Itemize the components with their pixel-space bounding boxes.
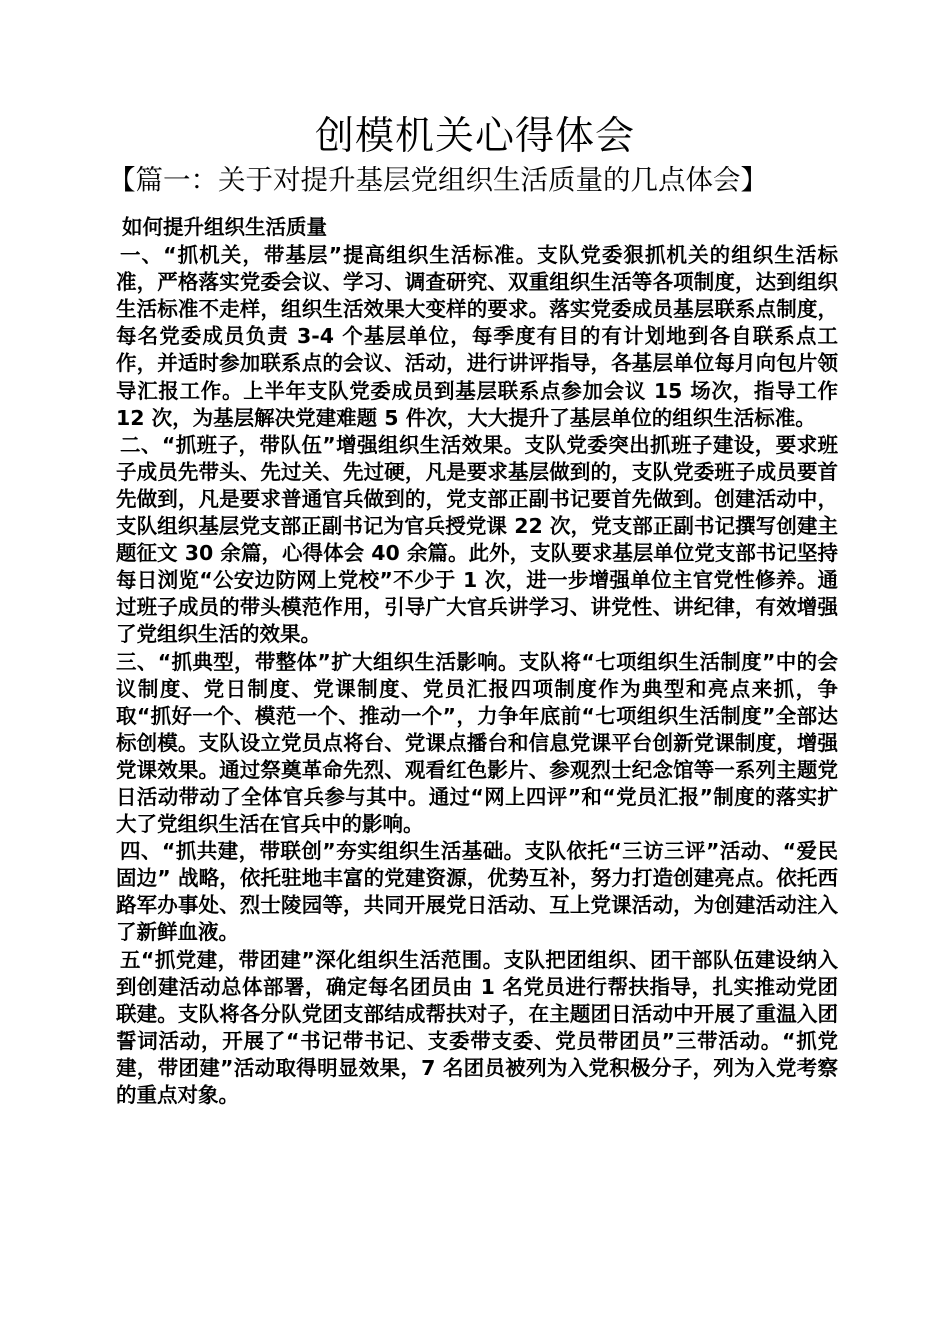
paragraph-1: 一、“抓机关，带基层”提高组织生活标准。支队党委狠抓机关的组织生活标准，严格落实党委会议、学习、调查研究、双重组织生活等各项制度，达到组织生活标准不走样，组织生活效果大变样的要求。落实党委成员基层联系点制度，每名党委成员负责 3-4 个基层单位，每季度有目的有计划地到各自联系点工作，并适时参加联系点的会议、活动，进行讲评指导，各基层单位每月向包片领导汇报工作。上半年支队党委成员到基层联系点参加会议 15 场次，指导工作 12 次，为基层解决党建难题 5 件次，大大提升了基层单位的组织生活标准。 (116, 243, 838, 430)
document-title: 创模机关心得体会 (314, 114, 635, 159)
paragraph-3: 三、“抓典型，带整体”扩大组织生活影响。支队将“七项组织生活制度”中的会议制度、党日制度、党课制度、党员汇报四项制度作为典型和亮点来抓，争取“抓好一个、模范一个、推动一个”，力争年底前“七项组织生活制度”全部达标创模。支队设立党员点将台、党课点播台和信息党课平台创新党课制度，增强党课效果。通过祭奠革命先烈、观看红色影片、参观烈士纪念馆等一系列主题党日活动带动了全体官兵参与其中。通过“网上四评”和“党员汇报”制度的落实扩大了党组织生活在官兵中的影响。 (116, 649, 838, 837)
paragraph-4: 四、“抓共建，带联创”夯实组织生活基础。支队依托“三访三评”活动、“爱民固边” 战略，依托驻地丰富的党建资源，优势互补，努力打造创建亮点。依托西路军办事处、烈士陵园等，共同开展党日活动、互上党课活动，为创建活动注入了新鲜血液。 (116, 839, 838, 945)
document-subtitle: 【篇一：关于对提升基层党组织生活质量的几点体会】 (108, 164, 768, 196)
paragraph-5: 五“抓党建，带团建”深化组织生活范围。支队把团组织、团干部队伍建设纳入到创建活动总体部署，确定每名团员由 1 名党员进行帮扶指导，扎实推动党团联建。支队将各分队党团支部结成帮扶对子，在主题团日活动中开展了重温入团誓词活动，开展了“书记带书记、支委带支委、党员带团员”三带活动。“抓党建，带团建”活动取得明显效果，7 名团员被列为入党积极分子，列为入党考察的重点对象。 (116, 947, 838, 1107)
paragraph-2: 二、“抓班子，带队伍”增强组织生活效果。支队党委突出抓班子建设，要求班子成员先带头、先过关、先过硬，凡是要求基层做到的，支队党委班子成员要首先做到，凡是要求普通官兵做到的，党支部正副书记要首先做到。创建活动中，支队组织基层党支部正副书记为官兵授党课 22 次，党支部正副书记撰写创建主题征文 30 余篇，心得体会 40 余篇。此外，支队要求基层单位党支部书记坚持每日浏览“公安边防网上党校”不少于 1 次，进一步增强单位主官党性修养。通过班子成员的带头模范作用，引导广大官兵讲学习、讲党性、讲纪律，有效增强了党组织生活的效果。 (116, 432, 838, 647)
document-body (116, 214, 838, 1109)
section-heading: 如何提升组织生活质量 (122, 215, 327, 239)
